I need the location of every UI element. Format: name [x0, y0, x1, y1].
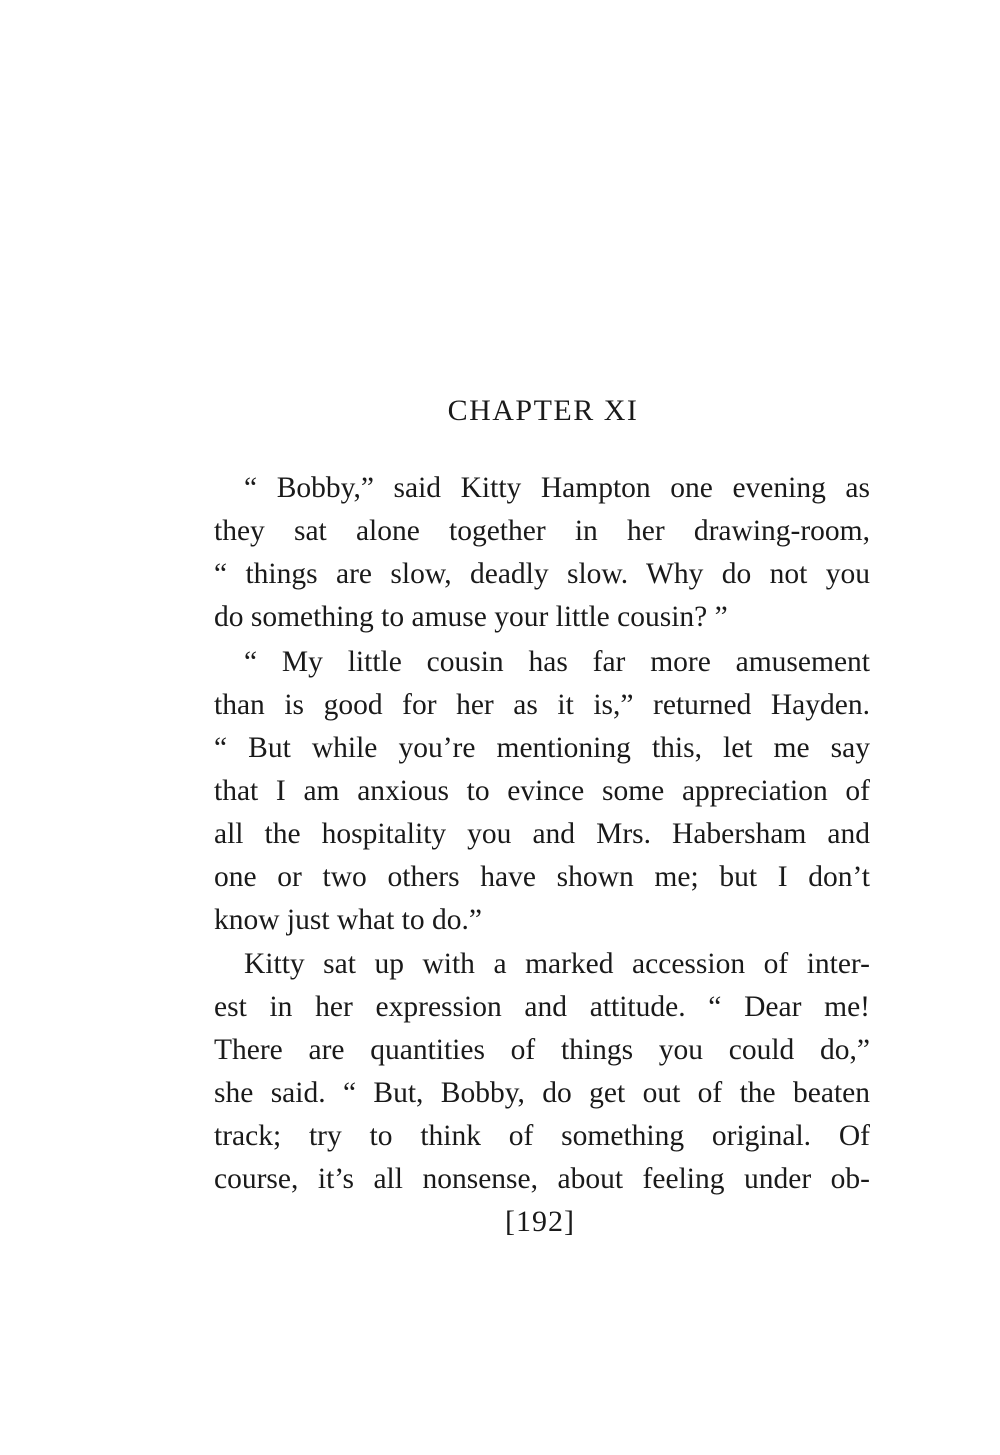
text-line: they sat alone together in her drawing-room,: [214, 515, 870, 547]
text-line: know just what to do.”: [214, 904, 482, 936]
chapter-title: CHAPTER XI: [447, 394, 639, 427]
text-line: all the hospitality you and Mrs. Habersham and: [214, 818, 870, 850]
text-line: than is good for her as it is,” returned Hayden.: [214, 689, 870, 721]
text-line: est in her expression and attitude. “ Dear me!: [214, 991, 870, 1023]
text-line: “ Bobby,” said Kitty Hampton one evening as: [244, 472, 870, 504]
text-line: one or two others have shown me; but I don’t: [214, 861, 870, 893]
text-line: Kitty sat up with a marked accession of inter-: [244, 948, 870, 980]
text-line: do something to amuse your little cousin? ”: [214, 601, 728, 633]
text-line: track; try to think of something original. Of: [214, 1120, 870, 1152]
text-line: “ But while you’re mentioning this, let me say: [214, 732, 870, 764]
text-line: “ My little cousin has far more amusement: [244, 646, 870, 678]
page-number: [192]: [505, 1205, 575, 1238]
text-line: course, it’s all nonsense, about feeling under ob-: [214, 1163, 870, 1195]
text-line: There are quantities of things you could do,”: [214, 1034, 870, 1066]
text-line: that I am anxious to evince some appreciation of: [214, 775, 870, 807]
text-line: “ things are slow, deadly slow. Why do not you: [214, 558, 870, 590]
text-line: she said. “ But, Bobby, do get out of the beaten: [214, 1077, 870, 1109]
